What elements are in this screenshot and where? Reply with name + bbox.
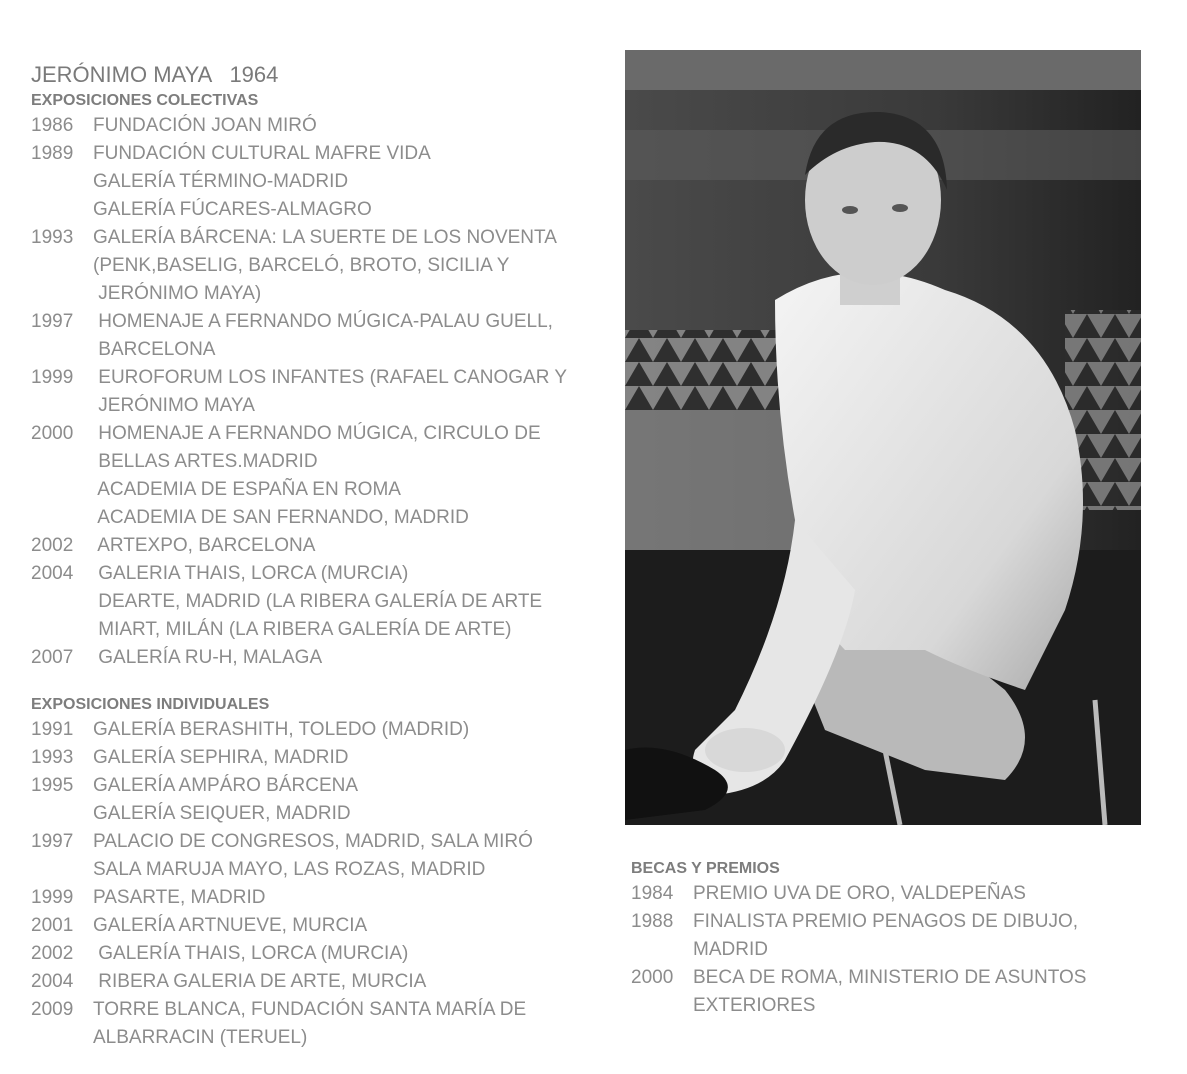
entry-line: BELLAS ARTES.MADRID xyxy=(93,451,318,472)
entry-year: 1993 xyxy=(31,227,74,248)
entry-line: GALERÍA THAIS, LORCA (MURCIA) xyxy=(93,943,409,964)
entry-line: BARCELONA xyxy=(93,339,216,360)
entry-line: GALERÍA BÁRCENA: LA SUERTE DE LOS NOVENTA xyxy=(93,227,557,248)
entry-line: SALA MARUJA MAYO, LAS ROZAS, MADRID xyxy=(93,859,486,880)
entry-year: 1995 xyxy=(31,775,74,796)
entry-year: 1999 xyxy=(31,887,74,908)
entry-year: 1989 xyxy=(31,143,74,164)
individual-entry xyxy=(31,940,591,968)
entry-year: 2004 xyxy=(31,563,74,584)
collective-entry xyxy=(31,644,591,672)
entry-line: GALERÍA SEPHIRA, MADRID xyxy=(93,747,349,768)
individual-entry xyxy=(31,968,591,996)
entry-year: 2001 xyxy=(31,915,74,936)
individual-list xyxy=(31,716,591,1052)
entry-line: RIBERA GALERIA DE ARTE, MURCIA xyxy=(93,971,427,992)
entry-line: JERÓNIMO MAYA xyxy=(93,395,255,416)
artist-birth-year: 1964 xyxy=(229,62,279,87)
entry-line: GALERÍA AMPÁRO BÁRCENA xyxy=(93,775,359,796)
entry-year: 2004 xyxy=(31,971,74,992)
collective-list xyxy=(31,112,591,672)
entry-line: ARTEXPO, BARCELONA xyxy=(93,535,316,556)
entry-line: ACADEMIA DE ESPAÑA EN ROMA xyxy=(93,479,401,500)
entry-year: 2000 xyxy=(631,967,674,988)
awards-entry xyxy=(631,880,1151,908)
entry-year: 1993 xyxy=(31,747,74,768)
entry-year: 1984 xyxy=(631,883,674,904)
individual-entry xyxy=(31,828,591,884)
awards-entry xyxy=(631,908,1151,964)
entry-year: 1986 xyxy=(31,115,74,136)
individual-entry xyxy=(31,996,591,1052)
entry-year: 1988 xyxy=(631,911,674,932)
entry-year: 2002 xyxy=(31,943,74,964)
collective-entry xyxy=(31,560,591,644)
artist-heading xyxy=(31,60,591,90)
entry-line: EUROFORUM LOS INFANTES (RAFAEL CANOGAR Y xyxy=(93,367,568,388)
entry-line: ACADEMIA DE SAN FERNANDO, MADRID xyxy=(93,507,469,528)
individual-entry xyxy=(31,912,591,940)
entry-line: PALACIO DE CONGRESOS, MADRID, SALA MIRÓ xyxy=(93,831,533,852)
entry-year: 2007 xyxy=(31,647,74,668)
entry-line: PASARTE, MADRID xyxy=(93,887,266,908)
entry-line: GALERÍA BERASHITH, TOLEDO (MADRID) xyxy=(93,719,470,740)
individual-entry xyxy=(31,772,591,828)
left-column xyxy=(31,60,591,1052)
artist-name: JERÓNIMO MAYA xyxy=(31,62,212,87)
individual-section-title: EXPOSICIONES INDIVIDUALES xyxy=(31,696,270,713)
entry-line: GALERÍA FÚCARES-ALMAGRO xyxy=(93,199,372,220)
entry-line: JERÓNIMO MAYA) xyxy=(93,283,262,304)
entry-year: 2009 xyxy=(31,999,74,1020)
entry-line: HOMENAJE A FERNANDO MÚGICA, CIRCULO DE xyxy=(93,423,541,444)
collective-entry xyxy=(31,364,591,420)
collective-section-title: EXPOSICIONES COLECTIVAS xyxy=(31,92,259,109)
right-column xyxy=(631,858,1151,1020)
entry-line: MIART, MILÁN (LA RIBERA GALERÍA DE ARTE) xyxy=(93,619,512,640)
individual-entry xyxy=(31,744,591,772)
entry-line: (PENK,BASELIG, BARCELÓ, BROTO, SICILIA Y xyxy=(93,255,510,276)
entry-line: GALERÍA SEIQUER, MADRID xyxy=(93,803,351,824)
collective-entry xyxy=(31,308,591,364)
entry-line: DEARTE, MADRID (LA RIBERA GALERÍA DE ARTE xyxy=(93,591,543,612)
entry-year: 1997 xyxy=(31,831,74,852)
entry-line: FUNDACIÓN CULTURAL MAFRE VIDA xyxy=(93,143,431,164)
entry-year: 1991 xyxy=(31,719,74,740)
entry-line: GALERIA THAIS, LORCA (MURCIA) xyxy=(93,563,409,584)
entry-year: 2002 xyxy=(31,535,74,556)
entry-line: GALERÍA TÉRMINO-MADRID xyxy=(93,171,349,192)
entry-line: GALERÍA ARTNUEVE, MURCIA xyxy=(93,915,368,936)
entry-line: GALERÍA RU-H, MALAGA xyxy=(93,647,323,668)
individual-entry xyxy=(31,716,591,744)
collective-entry xyxy=(31,112,591,140)
collective-entry xyxy=(31,532,591,560)
individual-entry xyxy=(31,884,591,912)
artist-portrait-photo xyxy=(625,50,1141,825)
entry-line: BECA DE ROMA, MINISTERIO DE ASUNTOS xyxy=(693,967,1087,988)
entry-line: HOMENAJE A FERNANDO MÚGICA-PALAU GUELL, xyxy=(93,311,553,332)
entry-line: FUNDACIÓN JOAN MIRÓ xyxy=(93,115,317,136)
entry-line: ALBARRACIN (TERUEL) xyxy=(93,1027,308,1048)
entry-line: PREMIO UVA DE ORO, VALDEPEÑAS xyxy=(693,883,1026,904)
collective-entry xyxy=(31,420,591,532)
entry-line: TORRE BLANCA, FUNDACIÓN SANTA MARÍA DE xyxy=(93,999,527,1020)
collective-entry xyxy=(31,224,591,308)
entry-year: 1997 xyxy=(31,311,74,332)
collective-entry xyxy=(31,140,591,224)
portrait-illustration xyxy=(625,50,1141,825)
entry-line: MADRID xyxy=(693,939,768,960)
entry-line: FINALISTA PREMIO PENAGOS DE DIBUJO, xyxy=(693,911,1079,932)
entry-year: 1999 xyxy=(31,367,74,388)
awards-list xyxy=(631,880,1151,1020)
entry-line: EXTERIORES xyxy=(693,995,816,1016)
awards-section-title: BECAS Y PREMIOS xyxy=(631,860,780,877)
entry-year: 2000 xyxy=(31,423,74,444)
awards-entry xyxy=(631,964,1151,1020)
